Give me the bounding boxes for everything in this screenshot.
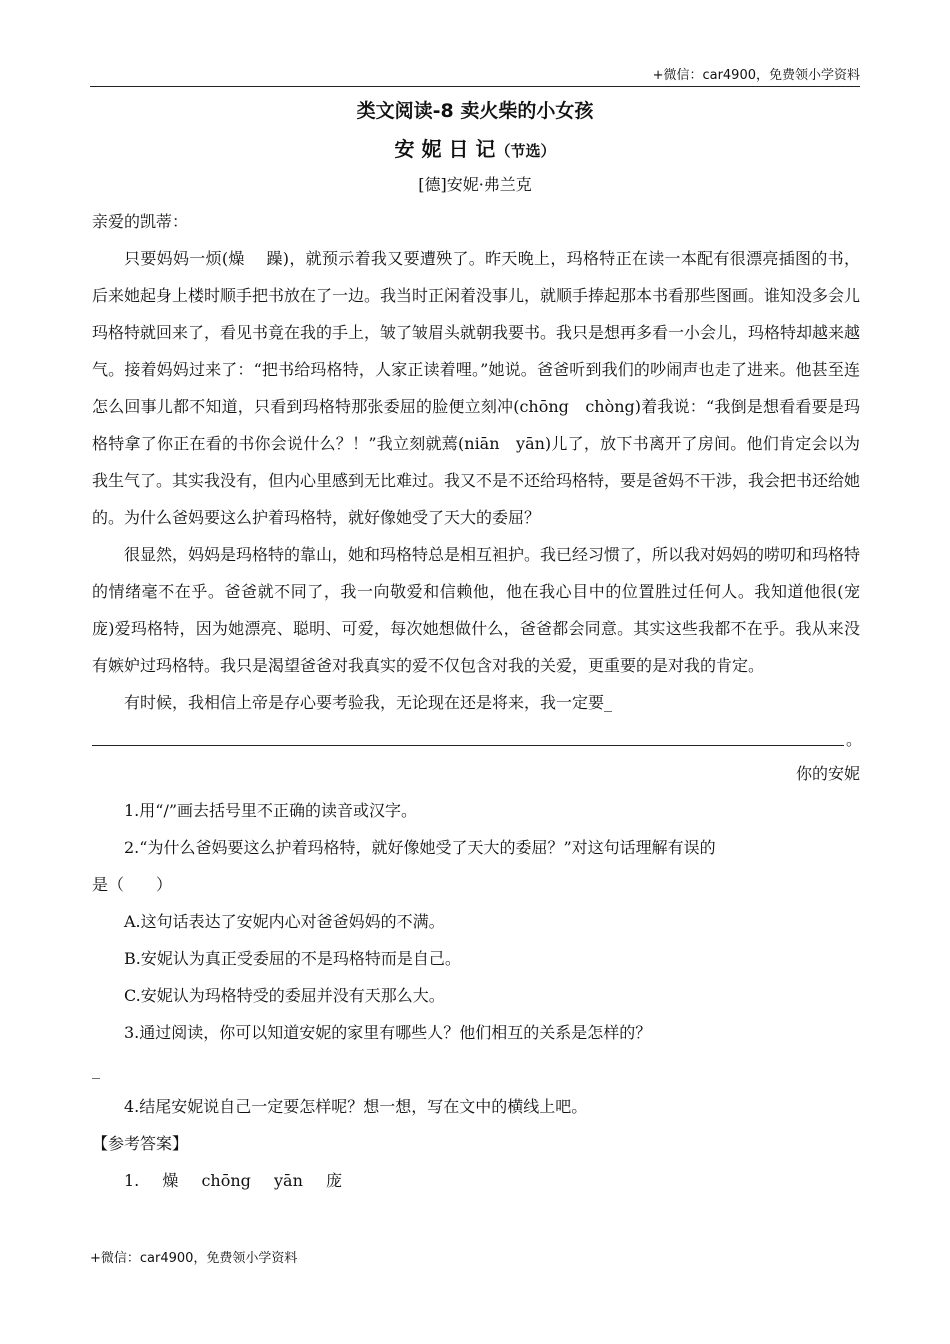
answer-blank-line[interactable]	[92, 721, 863, 755]
option-b: B.安妮认为真正受委屈的不是玛格特而是自己。	[124, 949, 461, 968]
document-body	[92, 203, 882, 1199]
answer-1	[92, 1162, 860, 1199]
question-4: 4.结尾安妮说自己一定要怎样呢？想一想，写在文中的横线上吧。	[124, 1097, 588, 1116]
answer-1-num: 1.	[124, 1171, 140, 1190]
answer-1-item: yān	[274, 1171, 303, 1190]
answer-1-item: chōng	[201, 1171, 251, 1190]
page-footer: +微信：car4900，免费领小学资料	[90, 1251, 298, 1266]
answer-1-item: 燥	[162, 1171, 179, 1190]
answer-1-item: 庞	[326, 1171, 343, 1190]
option-c: C.安妮认为玛格特受的委屈并没有天那么大。	[124, 986, 445, 1005]
question-2-cont: 是（ ）	[92, 875, 173, 894]
passage-title	[0, 133, 950, 162]
question-1: 1.用“/”画去括号里不正确的读音或汉字。	[124, 801, 418, 820]
passage-title-text: 安 妮 日 记	[394, 137, 496, 161]
question-2: 2.“为什么爸妈要这么护着玛格特，就好像她受了天大的委屈？”对这句话理解有误的	[124, 838, 716, 857]
passage-title-note: （节选）	[495, 142, 556, 160]
signature: 你的安妮	[795, 764, 860, 783]
salutation: 亲爱的凯蒂：	[92, 212, 189, 231]
blank-end-punct: 。	[846, 730, 863, 749]
page-header: +微信：car4900，免费领小学资料	[652, 68, 860, 83]
paragraph-3: 有时候，我相信上帝是存心要考验我，无论现在还是将来，我一定要_	[124, 693, 613, 712]
author: [德]安妮·弗兰克	[418, 175, 532, 194]
header-rule	[90, 86, 860, 87]
blank-underline	[92, 745, 844, 746]
option-a: A.这句话表达了安妮内心对爸爸妈妈的不满。	[124, 912, 445, 931]
question-3-blank: _	[92, 1060, 100, 1079]
paragraph-2: 很显然，妈妈是玛格特的靠山，她和玛格特总是相互袒护。我已经习惯了，所以我对妈妈的唠叨和玛格特的情绪毫不在乎。爸爸就不同了，我一向敬爱和信赖他，他在我心目中的位置胜过任何人。我知道他很(宠 庞)爱玛格特，因为她漂亮、聪明、可爱，每次她想做什么，爸爸都会同意。其实这些我都不在乎。我从来没有嫉妒过玛格特。我只是渴望爸爸对我真实的爱不仅包含对我的关爱，更重要的是对我的肯定。	[92, 545, 882, 675]
paragraph-1: 只要妈妈一烦(燥 躁)，就预示着我又要遭殃了。昨天晚上，玛格特正在读一本配有很漂亮插图的书，后来她起身上楼时顺手把书放在了一边。我当时正闲着没事儿，就顺手捧起那本书看那些图画。谁知没多会儿玛格特就回来了，看见书竟在我的手上，皱了皱眉头就朝我要书。我只是想再多看一小会儿，玛格特却越来越气。接着妈妈过来了：“把书给玛格特，人家正读着哩。”她说。爸爸听到我们的吵闹声也走了进来。他甚至连怎么回事儿都不知道，只看到玛格特那张委屈的脸便立刻冲(chōng chòng)着我说：“我倒是想看看要是玛格特拿了你正在看的书你会说什么？！”我立刻就蔫(niān yān)儿了，放下书离开了房间。他们肯定会以为我生气了。其实我没有，但内心里感到无比难过。我又不是不还给玛格特，要是爸妈不干涉，我会把书还给她的。为什么爸妈要这么护着玛格特，就好像她受了天大的委屈？	[92, 249, 861, 527]
document-title: 类文阅读-8 卖火柴的小女孩	[356, 100, 594, 122]
answers-heading: 【参考答案】	[92, 1134, 189, 1153]
question-3: 3.通过阅读，你可以知道安妮的家里有哪些人？他们相互的关系是怎样的？	[124, 1023, 652, 1042]
